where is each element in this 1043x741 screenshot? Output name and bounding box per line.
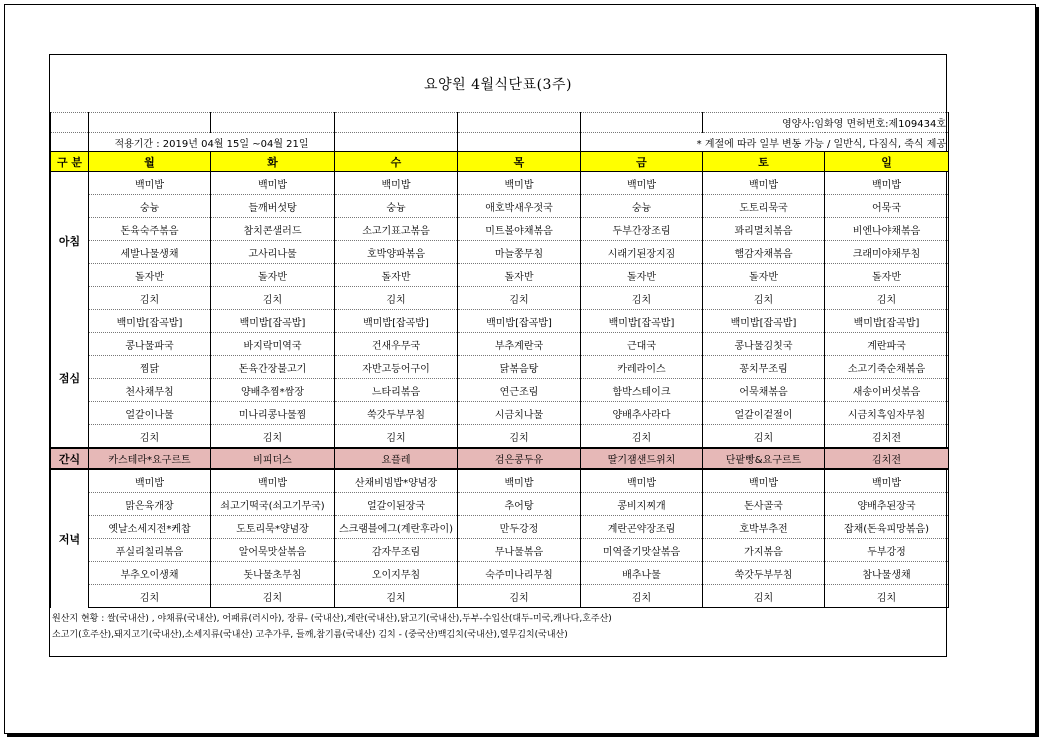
menu-cell: 호박부추전 [703, 516, 825, 539]
menu-cell: 미역줄기맛살볶음 [581, 539, 703, 562]
menu-cell: 새송이버섯볶음 [825, 379, 949, 402]
menu-cell: 숙주미나리무침 [458, 562, 581, 585]
breakfast-row [51, 264, 949, 287]
breakfast-row [51, 241, 949, 264]
menu-cell: 계란파국 [825, 333, 949, 356]
menu-cell: 양배추사라다 [581, 402, 703, 425]
menu-cell: 숭늉 [335, 195, 458, 218]
blank-cell [458, 113, 581, 133]
menu-cell: 돗나물초무침 [211, 562, 335, 585]
menu-cell: 쇠고기떡국(쇠고기무국) [211, 493, 335, 516]
day-header: 수 [335, 152, 458, 172]
menu-cell: 푸실리칠리볶음 [89, 539, 211, 562]
menu-cell: 돌자반 [458, 264, 581, 287]
snack-cell: 카스테라*요구르트 [89, 448, 211, 469]
menu-cell: 돈사골국 [703, 493, 825, 516]
menu-cell: 애호박새우젓국 [458, 195, 581, 218]
menu-cell: 백미밥[잡곡밥] [703, 310, 825, 333]
blank-cell [581, 113, 703, 133]
menu-cell: 김치전 [825, 425, 949, 449]
menu-cell: 마늘쫑무침 [458, 241, 581, 264]
menu-cell: 김치 [89, 425, 211, 449]
lunch-row [51, 425, 949, 449]
menu-cell: 무나물볶음 [458, 539, 581, 562]
menu-cell: 참나물생채 [825, 562, 949, 585]
menu-cell: 백미밥[잡곡밥] [89, 310, 211, 333]
menu-cell: 추어탕 [458, 493, 581, 516]
menu-cell: 만두강정 [458, 516, 581, 539]
menu-cell: 백미밥[잡곡밥] [458, 310, 581, 333]
dinner-row [51, 493, 949, 516]
lunch-row [51, 402, 949, 425]
menu-cell: 김치 [211, 425, 335, 449]
menu-cell: 세발나물생채 [89, 241, 211, 264]
menu-cell: 김치 [458, 287, 581, 310]
snack-cell: 요플레 [335, 448, 458, 469]
menu-cell: 부추오이생채 [89, 562, 211, 585]
blank-cell [335, 113, 458, 133]
menu-cell: 백미밥 [581, 469, 703, 493]
breakfast-row [51, 195, 949, 218]
menu-sheet [49, 54, 947, 657]
menu-cell: 건새우무국 [335, 333, 458, 356]
menu-cell: 돌자반 [825, 264, 949, 287]
origin-note-line: 소고기(호주산),돼지고기(국내산),소세지류(국내산) 고추가루, 들깨,참기름(국내산) 김치 - (중국산)백김치(국내산),열무김치(국내산) [52, 630, 568, 640]
menu-cell: 느타리볶음 [335, 379, 458, 402]
menu-cell: 김치 [458, 585, 581, 608]
menu-cell: 양배추된장국 [825, 493, 949, 516]
menu-cell: 백미밥 [825, 172, 949, 195]
snack-cell: 검은콩두유 [458, 448, 581, 469]
breakfast-row [51, 287, 949, 310]
menu-cell: 잡채(돈육피망볶음) [825, 516, 949, 539]
breakfast-row [51, 172, 949, 195]
menu-cell: 김치 [703, 287, 825, 310]
day-header: 토 [703, 152, 825, 172]
day-header: 목 [458, 152, 581, 172]
section-header: 구 분 [51, 152, 89, 172]
menu-cell: 김치 [458, 425, 581, 449]
menu-cell: 들깨버섯탕 [211, 195, 335, 218]
period-text: 적용기간 : 2019년 04월 15일 ~04월 21일 [89, 133, 335, 152]
menu-cell: 양배추찜*쌈장 [211, 379, 335, 402]
menu-cell: 부추계란국 [458, 333, 581, 356]
snack-cell: 비피더스 [211, 448, 335, 469]
menu-cell: 백미밥 [458, 172, 581, 195]
menu-cell: 쑥갓두부무침 [703, 562, 825, 585]
menu-cell: 산채비빔밥*양념장 [335, 469, 458, 493]
info-row [51, 133, 949, 152]
day-header: 월 [89, 152, 211, 172]
menu-cell: 돌자반 [703, 264, 825, 287]
menu-cell: 콩나물파국 [89, 333, 211, 356]
menu-cell: 백미밥 [335, 172, 458, 195]
menu-table [50, 112, 949, 608]
menu-cell: 김치 [335, 287, 458, 310]
blank-cell [51, 113, 89, 133]
menu-cell: 천사채무침 [89, 379, 211, 402]
info-row [51, 113, 949, 133]
menu-cell: 미트볼야채볶음 [458, 218, 581, 241]
menu-cell: 얼갈이겉절이 [703, 402, 825, 425]
lunch-row [51, 333, 949, 356]
menu-cell: 두부강정 [825, 539, 949, 562]
menu-cell: 김치 [335, 585, 458, 608]
menu-cell: 알어묵맛살볶음 [211, 539, 335, 562]
snack-cell: 딸기잼샌드위치 [581, 448, 703, 469]
menu-cell: 김치 [825, 585, 949, 608]
menu-cell: 오이지무침 [335, 562, 458, 585]
menu-cell: 김치 [89, 287, 211, 310]
day-header: 화 [211, 152, 335, 172]
menu-cell: 시래기된장지짐 [581, 241, 703, 264]
menu-cell: 콩비지찌개 [581, 493, 703, 516]
breakfast-row [51, 218, 949, 241]
breakfast-label: 아침 [51, 172, 89, 310]
menu-cell: 백미밥 [825, 469, 949, 493]
menu-cell: 백미밥 [581, 172, 703, 195]
dinner-row [51, 516, 949, 539]
blank-cell [89, 113, 211, 133]
menu-cell: 김치 [703, 585, 825, 608]
origin-note-line: 원산지 현황 : 쌀(국내산) , 야채류(국내산), 어패류(러시아), 장류- (국내산),계란(국내산),닭고기(국내산),두부-수입산(대두-미국,캐나다,호주산) [52, 614, 612, 624]
menu-cell: 자반고등어구이 [335, 356, 458, 379]
page-title: 요양원 4월식단표(3주) [424, 76, 572, 93]
lunch-label: 점심 [51, 310, 89, 449]
menu-cell: 어묵채볶음 [703, 379, 825, 402]
menu-cell: 숭늉 [581, 195, 703, 218]
menu-cell: 두부간장조림 [581, 218, 703, 241]
menu-cell: 꽈리멸치볶음 [703, 218, 825, 241]
menu-cell: 돈육숙주볶음 [89, 218, 211, 241]
menu-cell: 돌자반 [581, 264, 703, 287]
dinner-row [51, 539, 949, 562]
menu-cell: 바지락미역국 [211, 333, 335, 356]
menu-cell: 크래미야채무침 [825, 241, 949, 264]
menu-cell: 김치 [211, 287, 335, 310]
menu-cell: 시금치흑임자무침 [825, 402, 949, 425]
menu-cell: 돌자반 [335, 264, 458, 287]
menu-cell: 소고기죽순채볶음 [825, 356, 949, 379]
blank-cell [211, 113, 335, 133]
menu-cell: 옛날소세지전*케찹 [89, 516, 211, 539]
day-header: 일 [825, 152, 949, 172]
snack-cell: 김치전 [825, 448, 949, 469]
menu-cell: 연근조림 [458, 379, 581, 402]
menu-cell: 김치 [703, 425, 825, 449]
menu-cell: 백미밥 [211, 172, 335, 195]
menu-cell: 햄감자채볶음 [703, 241, 825, 264]
lunch-row [51, 310, 949, 333]
menu-cell: 호박양파볶음 [335, 241, 458, 264]
menu-cell: 김치 [89, 585, 211, 608]
menu-cell: 돌자반 [211, 264, 335, 287]
menu-cell: 김치 [825, 287, 949, 310]
menu-cell: 백미밥[잡곡밥] [581, 310, 703, 333]
menu-cell: 함박스테이크 [581, 379, 703, 402]
menu-cell: 감자무조림 [335, 539, 458, 562]
menu-cell: 김치 [581, 287, 703, 310]
menu-cell: 시금치나물 [458, 402, 581, 425]
snack-cell: 단팥빵&요구르트 [703, 448, 825, 469]
dinner-row [51, 562, 949, 585]
menu-cell: 백미밥 [703, 172, 825, 195]
header-row [51, 152, 949, 172]
menu-cell: 스크램블에그(계란후라이) [335, 516, 458, 539]
menu-cell: 도토리묵*양념장 [211, 516, 335, 539]
menu-cell: 계란곤약장조림 [581, 516, 703, 539]
menu-cell: 카레라이스 [581, 356, 703, 379]
menu-cell: 닭볶음탕 [458, 356, 581, 379]
menu-cell: 소고기표고볶음 [335, 218, 458, 241]
origin-notes [52, 611, 942, 643]
menu-cell: 쑥갓두부무침 [335, 402, 458, 425]
menu-cell: 백미밥[잡곡밥] [335, 310, 458, 333]
snack-row [51, 448, 949, 469]
menu-cell: 참치콘샐러드 [211, 218, 335, 241]
menu-cell: 백미밥 [458, 469, 581, 493]
menu-cell: 꽁치무조림 [703, 356, 825, 379]
menu-cell: 비엔나야채볶음 [825, 218, 949, 241]
menu-cell: 백미밥 [703, 469, 825, 493]
day-header: 금 [581, 152, 703, 172]
menu-cell: 미나리콩나물찜 [211, 402, 335, 425]
dinner-label: 저녁 [51, 469, 89, 608]
menu-cell: 근대국 [581, 333, 703, 356]
snack-label: 간식 [51, 448, 89, 469]
menu-cell: 백미밥[잡곡밥] [211, 310, 335, 333]
menu-cell: 도토리묵국 [703, 195, 825, 218]
menu-cell: 백미밥 [89, 469, 211, 493]
menu-cell: 돈육간장불고기 [211, 356, 335, 379]
dinner-row [51, 469, 949, 493]
menu-cell: 김치 [581, 585, 703, 608]
menu-cell: 김치 [211, 585, 335, 608]
menu-cell: 콩나물김칫국 [703, 333, 825, 356]
menu-cell: 찜닭 [89, 356, 211, 379]
menu-cell: 맑은육개장 [89, 493, 211, 516]
blank-cell [458, 133, 581, 152]
menu-cell: 김치 [581, 425, 703, 449]
menu-cell: 얼갈이나물 [89, 402, 211, 425]
lunch-row [51, 356, 949, 379]
blank-cell [51, 133, 89, 152]
menu-cell: 고사리나물 [211, 241, 335, 264]
menu-cell: 돌자반 [89, 264, 211, 287]
menu-cell: 김치 [335, 425, 458, 449]
notice-text: * 계절에 따라 일부 변동 가능 / 일반식, 다짐식, 죽식 제공 [581, 133, 949, 152]
menu-cell: 배추나물 [581, 562, 703, 585]
menu-cell: 숭늉 [89, 195, 211, 218]
menu-cell: 백미밥 [211, 469, 335, 493]
menu-cell: 가지볶음 [703, 539, 825, 562]
dinner-row [51, 585, 949, 608]
menu-cell: 어묵국 [825, 195, 949, 218]
menu-cell: 얼갈이된장국 [335, 493, 458, 516]
menu-cell: 백미밥 [89, 172, 211, 195]
lunch-row [51, 379, 949, 402]
menu-cell: 백미밥[잡곡밥] [825, 310, 949, 333]
blank-cell [335, 133, 458, 152]
dietitian-info: 영양사:임화영 면허번호:제109434호 [703, 113, 949, 133]
